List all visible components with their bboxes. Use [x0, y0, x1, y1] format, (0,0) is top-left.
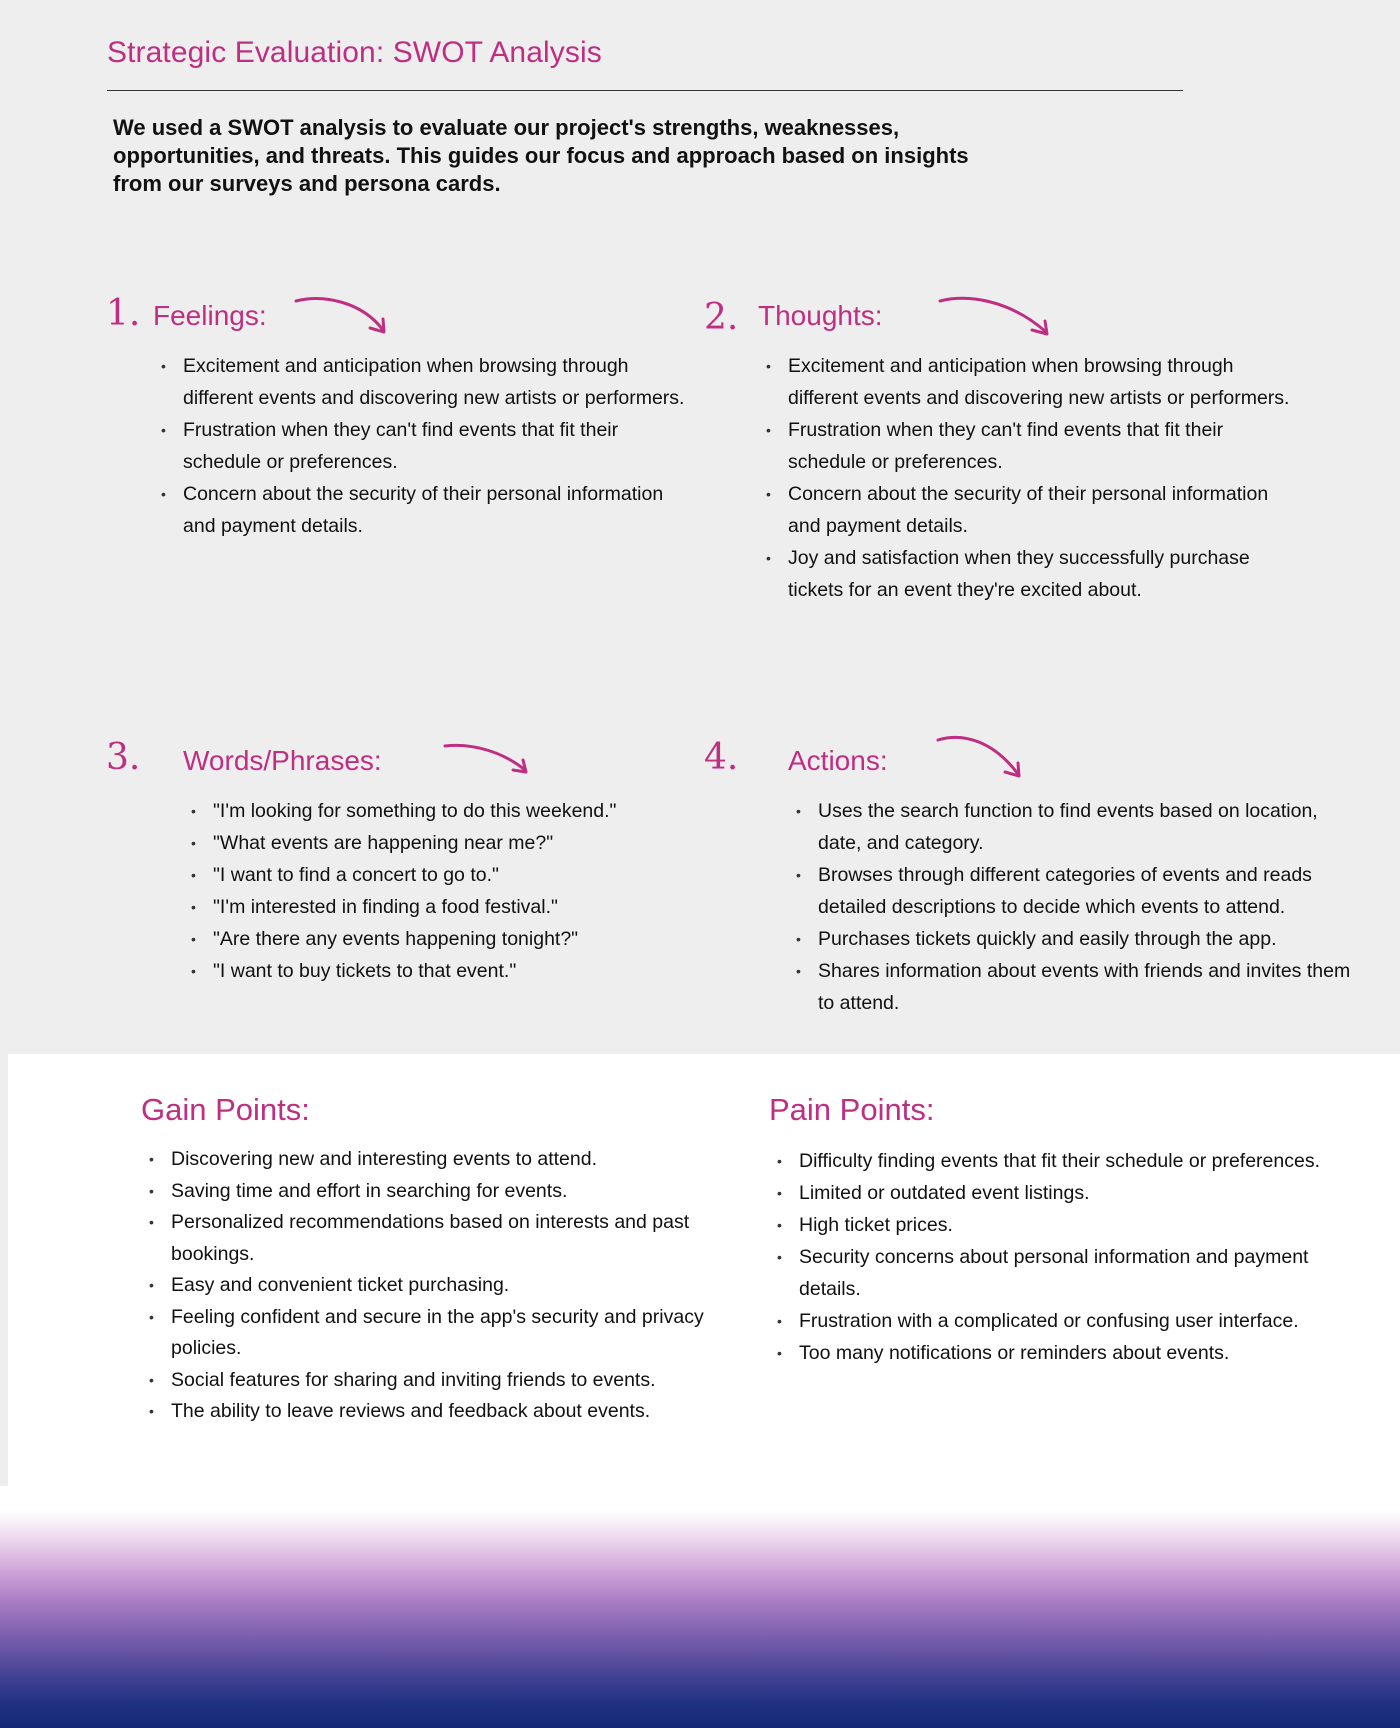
quadrant-number: 1.	[106, 293, 141, 334]
list-item: • Too many notifications or reminders about events.	[769, 1337, 1349, 1369]
list-item: • Shares information about events with friends and invites them to attend.	[788, 955, 1358, 1019]
gain-points-heading: Gain Points:	[141, 1092, 310, 1127]
list-item: • Personalized recommendations based on interests and past bookings.	[141, 1207, 721, 1270]
title-divider	[107, 90, 1183, 91]
list-item: • Frustration when they can't find events that fit their schedule or preferences.	[153, 414, 693, 478]
quadrant-heading: Thoughts:	[758, 300, 883, 331]
pain-points-heading: Pain Points:	[769, 1092, 935, 1127]
list-item: • Purchases tickets quickly and easily through the app.	[788, 923, 1358, 955]
list-item: • Excitement and anticipation when browsing through different events and discovering new artists or performers.	[153, 350, 693, 414]
list-item: • The ability to leave reviews and feedback about events.	[141, 1396, 721, 1428]
list-item: • Easy and convenient ticket purchasing.	[141, 1270, 721, 1302]
list-item: • Frustration with a complicated or confusing user interface.	[769, 1305, 1349, 1337]
list-item: • Feeling confident and secure in the app's security and privacy policies.	[141, 1302, 721, 1365]
hand-drawn-arrow-icon	[936, 734, 1036, 778]
pain-points-list	[769, 1145, 1349, 1369]
list-item: • Browses through different categories of events and reads detailed descriptions to decide which events to attend.	[788, 859, 1358, 923]
quadrant-heading: Words/Phrases:	[183, 745, 382, 776]
gain-points-list	[141, 1144, 721, 1428]
quadrant-number: 4.	[704, 737, 739, 778]
list-item: • "I want to find a concert to go to."	[183, 859, 703, 891]
list-item: • Concern about the security of their personal information and payment details.	[758, 478, 1298, 542]
quadrant-number: 2.	[704, 297, 739, 338]
list-item: • Saving time and effort in searching for events.	[141, 1176, 721, 1208]
list-item: • Joy and satisfaction when they successfully purchase tickets for an event they're excited about.	[758, 542, 1298, 606]
list-item: • Social features for sharing and inviting friends to events.	[141, 1365, 721, 1397]
list-item: • Frustration when they can't find events that fit their schedule or preferences.	[758, 414, 1298, 478]
list-item: • "I'm looking for something to do this weekend."	[183, 795, 703, 827]
list-item: • "What events are happening near me?"	[183, 827, 703, 859]
list-item: • Excitement and anticipation when browsing through different events and discovering new artists or performers.	[758, 350, 1298, 414]
page-title: Strategic Evaluation: SWOT Analysis	[107, 36, 602, 69]
footer-gradient	[0, 1510, 1400, 1728]
quadrant-heading: Feelings:	[153, 300, 267, 331]
list-item: • Difficulty finding events that fit their schedule or preferences.	[769, 1145, 1349, 1177]
list-item: • "I want to buy tickets to that event."	[183, 955, 703, 987]
list-item: • Concern about the security of their personal information and payment details.	[153, 478, 693, 542]
list-item: • Uses the search function to find events based on location, date, and category.	[788, 795, 1358, 859]
intro-paragraph: We used a SWOT analysis to evaluate our project's strengths, weaknesses, opportunities, and threats. This guides our focus and approach based on insights from our surveys and persona cards.	[113, 115, 969, 196]
hand-drawn-arrow-icon	[938, 296, 1038, 340]
quadrant-number: 3.	[106, 737, 141, 778]
list-item: • Limited or outdated event listings.	[769, 1177, 1349, 1209]
list-item: • "I'm interested in finding a food festival."	[183, 891, 703, 923]
quadrant-heading: Actions:	[788, 745, 888, 776]
thoughts-list	[758, 350, 1298, 606]
hand-drawn-arrow-icon	[294, 296, 394, 340]
feelings-list	[153, 350, 693, 542]
list-item: • Discovering new and interesting events to attend.	[141, 1144, 721, 1176]
list-item: • "Are there any events happening tonight?"	[183, 923, 703, 955]
words-phrases-list	[183, 795, 703, 987]
actions-list	[788, 795, 1358, 1019]
hand-drawn-arrow-icon	[443, 742, 543, 786]
list-item: • Security concerns about personal information and payment details.	[769, 1241, 1349, 1305]
list-item: • High ticket prices.	[769, 1209, 1349, 1241]
